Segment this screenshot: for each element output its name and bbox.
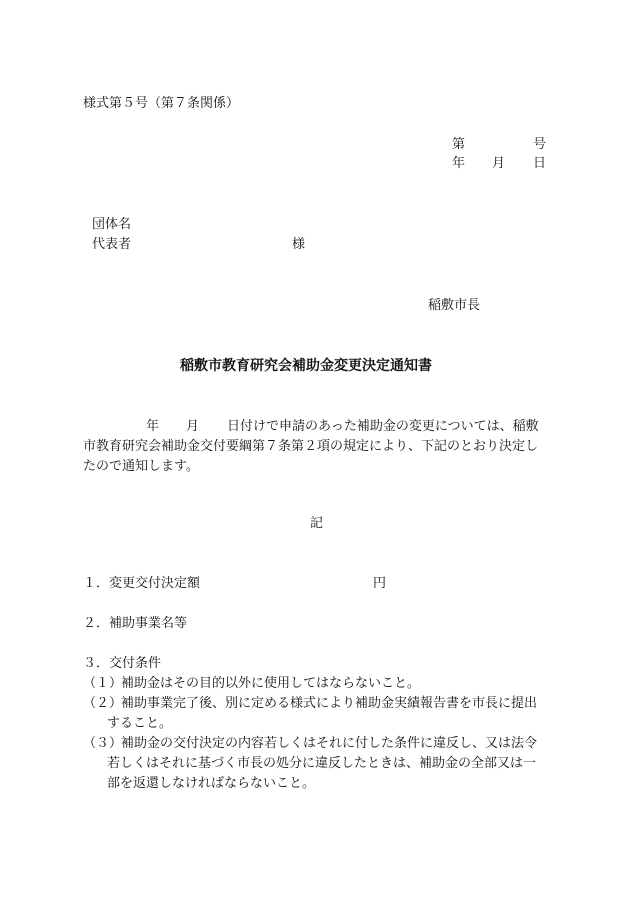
number-prefix: 第 [452, 137, 466, 152]
item3-label: ３．交付条件 [83, 656, 162, 671]
date-month: 月 [492, 156, 506, 171]
condition2-num: （２） [83, 696, 123, 711]
condition3-line2: 若しくはそれに基づく市長の処分に違反したときは、補助金の全部又は一 [107, 756, 537, 771]
body-year: 年 [146, 419, 160, 434]
date-year: 年 [452, 156, 466, 171]
recipient-rep-label: 代表者 [92, 237, 132, 252]
condition3-num: （３） [83, 736, 123, 751]
body-line2: 市教育研究会補助金交付要綱第７条第２項の規定により、下記のとおり決定し [83, 439, 539, 454]
item2-label: ２．補助事業名等 [83, 616, 188, 631]
date-day: 日 [533, 156, 547, 171]
body-line1: 日付けで申請のあった補助金の変更については、稲敷 [227, 419, 539, 434]
condition1-line1: 補助金はその目的以外に使用してはならないこと。 [121, 676, 421, 691]
body-month: 月 [186, 419, 200, 434]
condition1-num: （１） [83, 676, 123, 691]
recipient-org-label: 団体名 [92, 217, 132, 232]
ki-heading: 記 [310, 516, 324, 531]
document-title: 稲敷市教育研究会補助金変更決定通知書 [180, 358, 432, 374]
item1-label: １．変更交付決定額 [83, 576, 201, 591]
sender-name: 稲敷市長 [428, 298, 481, 313]
condition2-line2: すること。 [107, 716, 173, 731]
recipient-honorific: 様 [292, 237, 306, 252]
item1-unit: 円 [373, 576, 387, 591]
form-label: 様式第５号（第７条関係） [83, 96, 240, 111]
condition3-line1: 補助金の交付決定の内容若しくはそれに付した条件に違反し、又は法令 [121, 736, 538, 751]
number-suffix: 号 [533, 137, 547, 152]
condition2-line1: 補助事業完了後、別に定める様式により補助金実績報告書を市長に提出 [121, 696, 538, 711]
condition3-line3: 部を返還しなければならないこと。 [107, 776, 316, 791]
body-line3: たので通知します。 [83, 459, 199, 474]
